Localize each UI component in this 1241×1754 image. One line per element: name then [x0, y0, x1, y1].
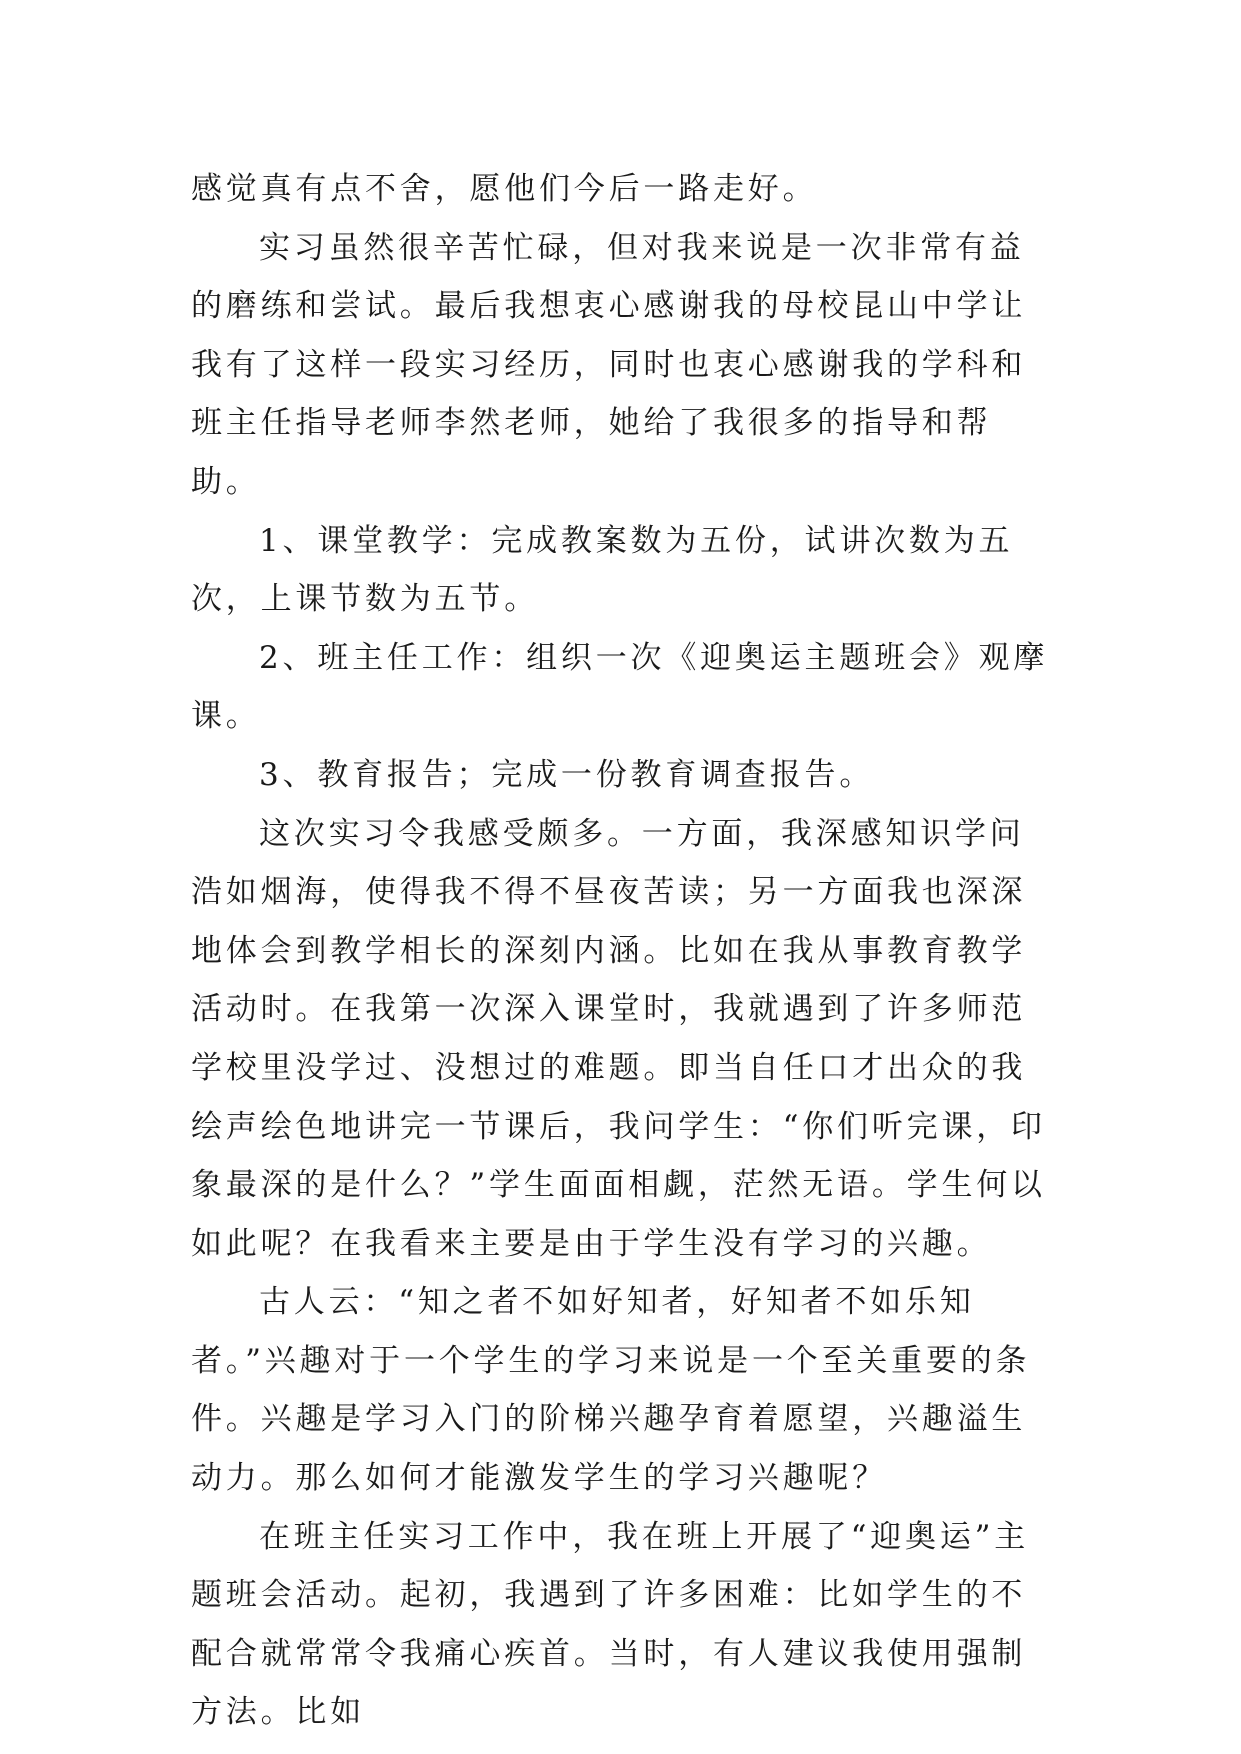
paragraph: 2、班主任工作：组织一次《迎奥运主题班会》观摩课。	[191, 639, 1049, 735]
paragraph: 感觉真有点不舍，愿他们今后一路走好。	[191, 171, 818, 207]
paragraph: 实习虽然很辛苦忙碌，但对我来说是一次非常有益的磨练和尝试。最后我想衷心感谢我的母校昆山中学让我有了这样一段实习经历，同时也衷心感谢我的学科和班主任指导老师李然老师，她给了我很多的指导和帮助。	[191, 229, 1027, 500]
paragraph: 古人云：“知之者不如好知者，好知者不如乐知者。”兴趣对于一个学生的学习来说是一个至关重要的条件。兴趣是学习入门的阶梯兴趣孕育着愿望，兴趣溢生动力。那么如何才能激发学生的学习兴趣呢？	[191, 1284, 1031, 1497]
paragraph: 3、教育报告；完成一份教育调查报告。	[259, 756, 875, 793]
paragraph: 在班主任实习工作中，我在班上开展了“迎奥运”主题班会活动。起初，我遇到了许多困难：比如学生的不配合就常常令我痛心疾首。当时，有人建议我使用强制方法。比如	[191, 1518, 1030, 1731]
paragraph: 1、课堂教学：完成教案数为五份，试讲次数为五次，上课节数为五节。	[191, 522, 1014, 618]
paragraph: 这次实习令我感受颇多。一方面，我深感知识学问浩如烟海，使得我不得不昼夜苦读；另一方面我也深深地体会到教学相长的深刻内涵。比如在我从事教育教学活动时。在我第一次深入课堂时，我就遇到了许多师范学校里没学过、没想过的难题。即当自任口才出众的我绘声绘色地讲完一节课后，我问学生：“你们听完课，印象最深的是什么？”学生面面相觑，茫然无语。学生何以如此呢？在我看来主要是由于学生没有学习的兴趣。	[191, 815, 1046, 1262]
document-body	[191, 160, 1051, 1742]
